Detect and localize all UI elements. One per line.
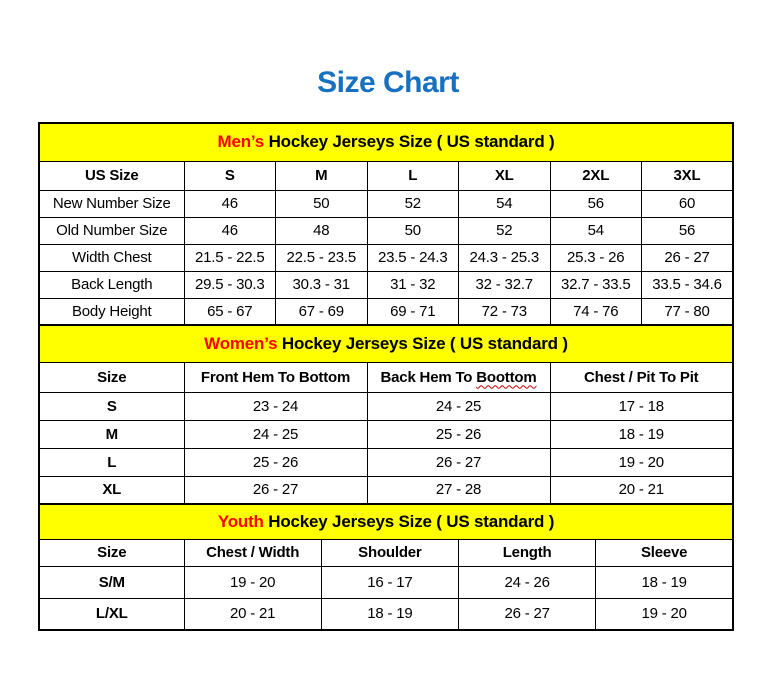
mens-value-cell: 56 xyxy=(550,190,642,217)
youth-value-cell: 26 - 27 xyxy=(459,598,596,630)
womens-row-label: L xyxy=(39,448,184,476)
womens-data-row xyxy=(39,420,733,448)
womens-value-cell: 24 - 25 xyxy=(184,420,367,448)
womens-banner-highlight-text: Women’s xyxy=(204,333,278,353)
womens-col-header-2 xyxy=(367,362,550,392)
mens-value-cell: 46 xyxy=(184,190,276,217)
youth-banner-main-text: Hockey Jerseys Size ( US standard ) xyxy=(263,511,555,531)
mens-value-cell: 69 - 71 xyxy=(367,298,459,325)
womens-value-cell: 25 - 26 xyxy=(367,420,550,448)
womens-value-cell: 20 - 21 xyxy=(550,476,733,504)
mens-value-cell: 31 - 32 xyxy=(367,271,459,298)
womens-col-header-3: Chest / Pit To Pit xyxy=(550,362,733,392)
womens-banner-main-text: Hockey Jerseys Size ( US standard ) xyxy=(277,333,568,353)
mens-row-label: Back Length xyxy=(39,271,184,298)
mens-value-cell: 48 xyxy=(276,217,368,244)
youth-row-label: L/XL xyxy=(39,598,184,630)
womens-row-label: XL xyxy=(39,476,184,504)
mens-col-header-5: 2XL xyxy=(550,161,642,190)
mens-value-cell: 54 xyxy=(550,217,642,244)
womens-value-cell: 24 - 25 xyxy=(367,392,550,420)
youth-banner-highlight-text: Youth xyxy=(217,511,264,531)
mens-data-row xyxy=(39,190,733,217)
youth-size-table xyxy=(38,503,734,631)
mens-value-cell: 32.7 - 33.5 xyxy=(550,271,642,298)
mens-value-cell: 50 xyxy=(367,217,459,244)
header-text: Back Hem To xyxy=(380,368,477,386)
mens-value-cell: 30.3 - 31 xyxy=(276,271,368,298)
mens-value-cell: 21.5 - 22.5 xyxy=(184,244,276,271)
mens-col-header-6: 3XL xyxy=(642,161,734,190)
womens-value-cell: 19 - 20 xyxy=(550,448,733,476)
mens-data-row xyxy=(39,298,733,325)
youth-value-cell: 24 - 26 xyxy=(459,566,596,598)
womens-value-cell: 18 - 19 xyxy=(550,420,733,448)
womens-value-cell: 26 - 27 xyxy=(367,448,550,476)
mens-header-row xyxy=(39,161,733,190)
mens-value-cell: 24.3 - 25.3 xyxy=(459,244,551,271)
mens-row-label: New Number Size xyxy=(39,190,184,217)
mens-value-cell: 52 xyxy=(367,190,459,217)
mens-data-row xyxy=(39,217,733,244)
mens-value-cell: 32 - 32.7 xyxy=(459,271,551,298)
womens-size-table xyxy=(38,324,734,505)
youth-value-cell: 19 - 20 xyxy=(596,598,733,630)
mens-value-cell: 65 - 67 xyxy=(184,298,276,325)
youth-col-header-2: Shoulder xyxy=(321,539,458,566)
mens-row-label: Body Height xyxy=(39,298,184,325)
mens-banner-highlight-text: Men’s xyxy=(217,132,265,152)
page-title: Size Chart xyxy=(317,66,459,99)
youth-col-header-1: Chest / Width xyxy=(184,539,321,566)
womens-banner-row xyxy=(39,325,733,362)
mens-value-cell: 22.5 - 23.5 xyxy=(276,244,368,271)
mens-value-cell: 67 - 69 xyxy=(276,298,368,325)
youth-banner-row xyxy=(39,504,733,539)
mens-size-table xyxy=(38,122,734,326)
womens-data-row xyxy=(39,476,733,504)
mens-data-row xyxy=(39,244,733,271)
youth-data-row xyxy=(39,566,733,598)
mens-value-cell: 26 - 27 xyxy=(642,244,734,271)
womens-value-cell: 27 - 28 xyxy=(367,476,550,504)
mens-value-cell: 50 xyxy=(276,190,368,217)
mens-col-header-3: L xyxy=(367,161,459,190)
womens-col-header-1: Front Hem To Bottom xyxy=(184,362,367,392)
womens-row-label: S xyxy=(39,392,184,420)
mens-value-cell: 56 xyxy=(642,217,734,244)
mens-value-cell: 60 xyxy=(642,190,734,217)
youth-value-cell: 16 - 17 xyxy=(321,566,458,598)
mens-col-header-1: S xyxy=(184,161,276,190)
mens-value-cell: 77 - 80 xyxy=(642,298,734,325)
youth-col-header-4: Sleeve xyxy=(596,539,733,566)
youth-value-cell: 20 - 21 xyxy=(184,598,321,630)
womens-data-row xyxy=(39,448,733,476)
womens-row-label: M xyxy=(39,420,184,448)
mens-value-cell: 23.5 - 24.3 xyxy=(367,244,459,271)
womens-col-header-0: Size xyxy=(39,362,184,392)
misspelled-word: Boottom xyxy=(476,368,537,386)
womens-value-cell: 25 - 26 xyxy=(184,448,367,476)
womens-banner xyxy=(39,325,733,362)
youth-value-cell: 18 - 19 xyxy=(596,566,733,598)
youth-header-row xyxy=(39,539,733,566)
mens-value-cell: 72 - 73 xyxy=(459,298,551,325)
mens-value-cell: 29.5 - 30.3 xyxy=(184,271,276,298)
youth-value-cell: 19 - 20 xyxy=(184,566,321,598)
size-tables-container xyxy=(38,122,734,631)
youth-col-header-0: Size xyxy=(39,539,184,566)
mens-col-header-0: US Size xyxy=(39,161,184,190)
mens-banner-row xyxy=(39,123,733,161)
mens-data-row xyxy=(39,271,733,298)
mens-col-header-2: M xyxy=(276,161,368,190)
youth-value-cell: 18 - 19 xyxy=(321,598,458,630)
mens-value-cell: 54 xyxy=(459,190,551,217)
mens-banner-main-text: Hockey Jerseys Size ( US standard ) xyxy=(264,132,555,152)
youth-col-header-3: Length xyxy=(459,539,596,566)
mens-value-cell: 74 - 76 xyxy=(550,298,642,325)
womens-value-cell: 23 - 24 xyxy=(184,392,367,420)
womens-value-cell: 17 - 18 xyxy=(550,392,733,420)
womens-data-row xyxy=(39,392,733,420)
mens-value-cell: 52 xyxy=(459,217,551,244)
mens-value-cell: 46 xyxy=(184,217,276,244)
mens-row-label: Width Chest xyxy=(39,244,184,271)
youth-banner xyxy=(39,504,733,539)
mens-col-header-4: XL xyxy=(459,161,551,190)
mens-row-label: Old Number Size xyxy=(39,217,184,244)
youth-row-label: S/M xyxy=(39,566,184,598)
mens-banner xyxy=(39,123,733,161)
mens-value-cell: 33.5 - 34.6 xyxy=(642,271,734,298)
mens-value-cell: 25.3 - 26 xyxy=(550,244,642,271)
youth-data-row xyxy=(39,598,733,630)
womens-value-cell: 26 - 27 xyxy=(184,476,367,504)
womens-header-row xyxy=(39,362,733,392)
